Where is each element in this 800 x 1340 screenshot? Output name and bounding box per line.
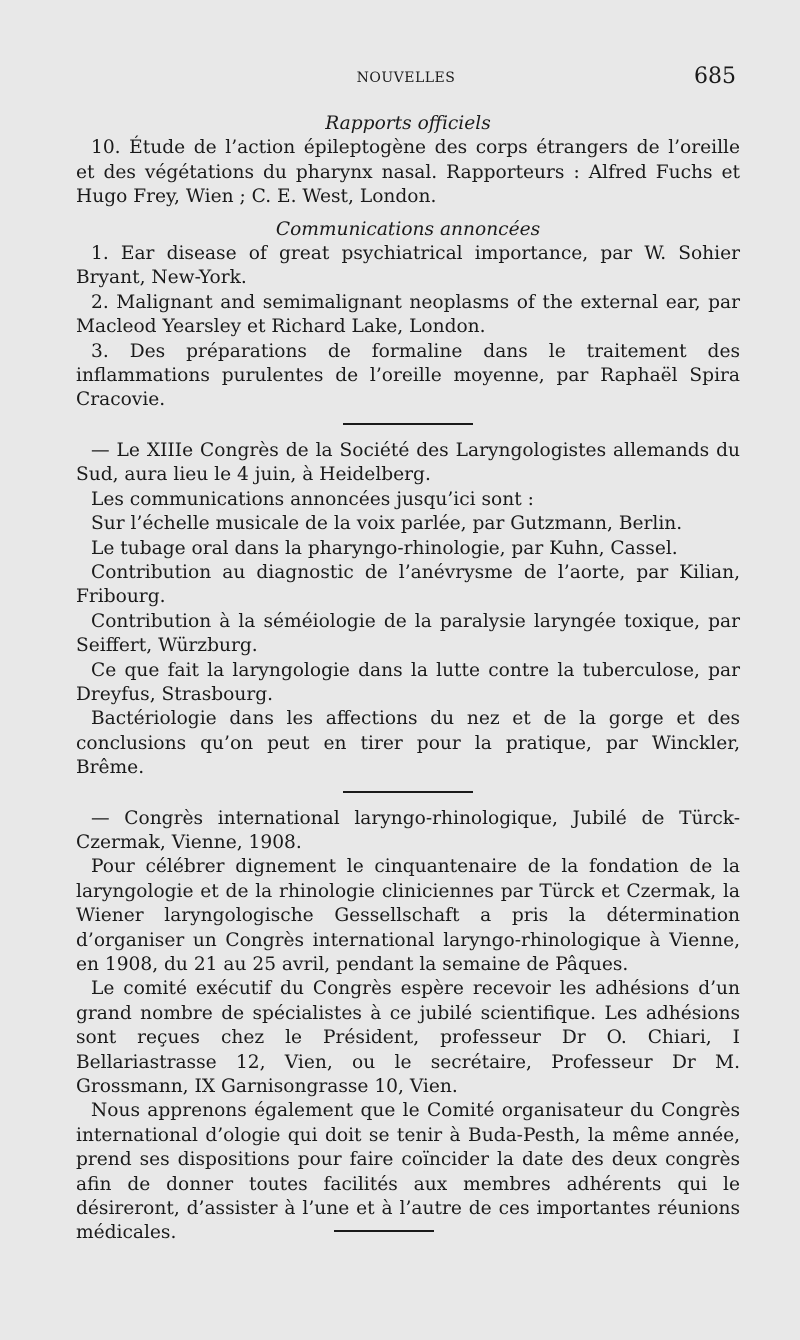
congress-item: Contribution à la séméiologie de la paralysie laryngée toxique, par Seiffert, Würzburg.: [76, 610, 740, 657]
report-item-10: 10. Étude de l’action épileptogène des corps étrangers de l’oreille et des végétations du pharynx nasal. Rapporteurs : Alfred Fuchs et Hugo Frey, Wien ; C. E. West, London.: [76, 137, 740, 208]
jubilee-paragraph: Pour célébrer dignement le cinquantenaire de la fondation de la laryngologie et de la rhinologie cliniciennes par Türck et Czermak, la Wiener laryngologische Gessellschaft a pris la détermination d’organiser un Congrès international laryngo-rhinologique à Vienne, en 1908, du 21 au 25 avril, pendant la semaine de Pâques.: [76, 856, 740, 975]
section-heading-communications: Communications annoncées: [275, 218, 541, 240]
section-heading-rapports: Rapports officiels: [325, 113, 491, 134]
congress-item: Le tubage oral dans la pharyngo-rhinologie, par Kuhn, Cassel.: [91, 537, 678, 559]
page-body: [76, 112, 740, 1246]
communication-item-2: 2. Malignant and semimalignant neoplasms of the external ear, par Macleod Yearsley et Richard Lake, London.: [76, 291, 740, 338]
page-number: 685: [694, 64, 736, 89]
running-title: NOUVELLES: [356, 70, 456, 86]
jubilee-paragraph: Le comité exécutif du Congrès espère recevoir les adhésions d’un grand nombre de spécialistes à ce jubilé scientifique. Les adhésions sont reçues chez le Président, professeur Dr O. Chiari, I Bellariastrasse 12, Vien, ou le secrétaire, Professeur Dr M. Grossmann, IX Garnisongrasse 10, Vien.: [76, 978, 740, 1098]
closing-rule: [334, 1230, 434, 1232]
congress-item: Sur l’échelle musicale de la voix parlée, par Gutzmann, Berlin.: [91, 513, 683, 535]
congress-item: Contribution au diagnostic de l’anévrysme de l’aorte, par Kilian, Fribourg.: [76, 561, 740, 608]
jubilee-paragraph: Nous apprenons également que le Comité organisateur du Congrès international d’ologie qui doit se tenir à Buda-Pesth, la même année, prend ses dispositions pour faire coïncider la date des deux congrès afin de donner toutes facilités aux membres adhérents qui le désireront, d’assister à l’une et à l’autre de ces importantes réunions médicales.: [76, 1100, 740, 1244]
congress-intro: Les communications annoncées jusqu’ici sont :: [91, 488, 534, 510]
jubilee-title: — Congrès international laryngo-rhinologique, Jubilé de Türck-Czermak, Vienne, 1908.: [76, 807, 740, 853]
communication-item-3: 3. Des préparations de formaline dans le traitement des inflammations purulentes de l’oreille moyenne, par Raphaël Spira Cracovie.: [76, 340, 740, 411]
congress-item: Ce que fait la laryngologie dans la lutte contre la tuberculose, par Dreyfus, Strasbourg.: [76, 659, 740, 705]
section-divider: [343, 423, 473, 425]
congress-announcement-title: — Le XIIIe Congrès de la Société des Laryngologistes allemands du Sud, aura lieu le 4 juin, à Heidelberg.: [76, 439, 740, 486]
page-header: [76, 64, 736, 94]
communication-item-1: 1. Ear disease of great psychiatrical importance, par W. Sohier Bryant, New-York.: [76, 243, 740, 289]
section-divider: [343, 791, 473, 793]
congress-item: Bactériologie dans les affections du nez et de la gorge et des conclusions qu’on peut en tirer pour la pratique, par Winckler, Brême.: [76, 708, 740, 779]
